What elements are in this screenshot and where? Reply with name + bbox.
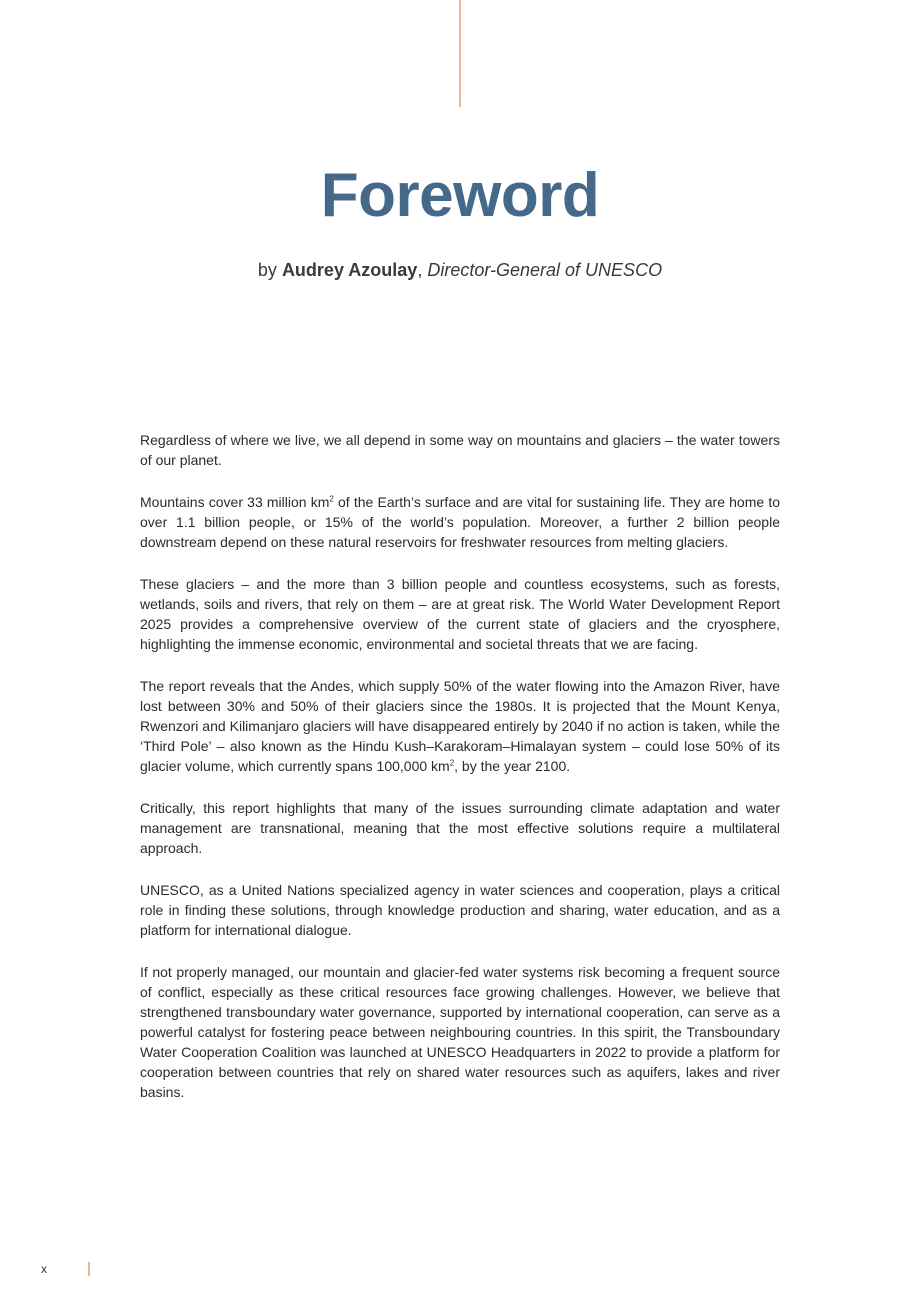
page-title: Foreword (320, 161, 600, 230)
paragraph-4 (140, 676, 780, 776)
paragraph-3 (140, 574, 780, 654)
byline-prefix: by (257, 260, 282, 280)
paragraph-text: The report reveals that the Andes, which supply 50% of the water flowing into the Amazon River, have lost between 30% and 50% of their glaciers since the 1980s. It is projected that the Mount Kenya, Rwenzori and Kilimanjaro glaciers will have disappeared entirely by 2040 if no action is taken, while the ‘Third Pole’ – also known as the Hindu Kush–Karakoram–Himalayan system – could lose 50% of its glacier volume, which currently spans 100,000 km (140, 678, 780, 774)
page-number: x (41, 1262, 47, 1276)
paragraph-text: UNESCO, as a United Nations specialized agency in water sciences and cooperation, plays a critical role in finding these solutions, through knowledge production and sharing, water education, and as a platform for international dialogue. (140, 882, 780, 938)
paragraph-text: Critically, this report highlights that many of the issues surrounding climate adaptation and water management are transnational, meaning that the most effective solutions require a multilateral approach. (140, 800, 780, 856)
byline-separator: , (417, 260, 428, 280)
footer-accent-mark (88, 1262, 90, 1276)
paragraph-text: , by the year 2100. (454, 758, 571, 774)
paragraph-text: of the Earth’s surface and are vital for sustaining life. They are home to over 1.1 billion people, or 15% of the world’s population. Moreover, a further 2 billion people downstream depend on these natural reservoirs for freshwater resources from melting glaciers. (140, 494, 781, 550)
superscript: 2 (329, 494, 334, 504)
paragraph-2 (140, 492, 780, 552)
superscript: 2 (449, 758, 455, 768)
paragraph-7 (140, 962, 780, 1102)
byline-role: Director-General of UNESCO (427, 260, 663, 280)
foreword-body (140, 430, 780, 1124)
paragraph-text: Mountains cover 33 million km (140, 494, 330, 510)
paragraph-text: These glaciers – and the more than 3 billion people and countless ecosystems, such as forests, wetlands, soils and rivers, that rely on them – are at great risk. The World Water Development Report 2025 provides a comprehensive overview of the current state of glaciers and the cryosphere, highlighting the immense economic, environmental and societal threats that we are facing. (140, 576, 780, 652)
paragraph-text: If not properly managed, our mountain and glacier-fed water systems risk becoming a frequent source of conflict, especially as these critical resources face growing challenges. However, we believe that strengthened transboundary water governance, supported by international cooperation, can serve as a powerful catalyst for fostering peace between neighbouring countries. In this spirit, the Transboundary Water Cooperation Coalition was launched at UNESCO Headquarters in 2022 to provide a platform for cooperation between countries that rely on shared water resources such as aquifers, lakes and river basins. (140, 964, 780, 1100)
paragraph-5 (140, 798, 780, 858)
byline-author: Audrey Azoulay (281, 260, 418, 280)
byline (0, 260, 920, 281)
paragraph-6 (140, 880, 780, 940)
paragraph-text: Regardless of where we live, we all depend in some way on mountains and glaciers – the water towers of our planet. (140, 432, 780, 468)
paragraph-1 (140, 430, 780, 470)
top-accent-rule (459, 0, 461, 107)
